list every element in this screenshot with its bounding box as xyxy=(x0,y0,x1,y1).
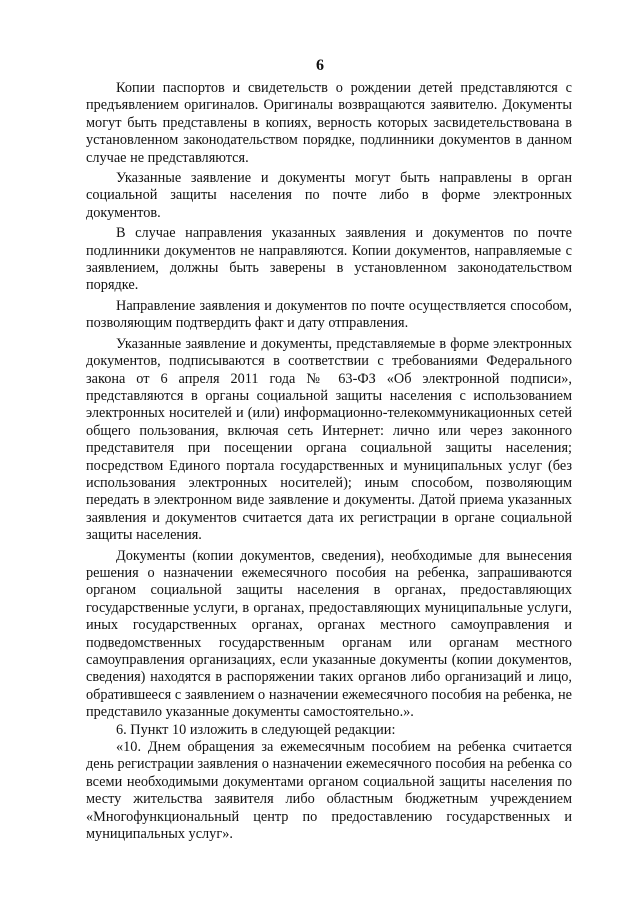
document-body xyxy=(86,80,572,843)
paragraph-mail-method: Направление заявления и документов по почте осуществляется способом, позволяющим подтвердить факт и дату отправления. xyxy=(86,297,572,332)
paragraph-item-6: 6. Пункт 10 изложить в следующей редакции: xyxy=(116,721,396,738)
paragraph-electronic-documents: Указанные заявление и документы, представляемые в форме электронных документов, подписываются в соответствии с требованиями Федерального закона от 6 апреля 2011 года № 63-ФЗ «Об электронной подписи», представляются в органы социальной защиты населения с использованием электронных носителей и (или) информационно-телекоммуникационных сетей общего пользования, включая сеть Интернет: лично или через законного представителя при посещении органа социальной защиты населения; посредством Единого портала государственных и муниципальных услуг (без использования электронных носителей); иным способом, позволяющим передать в электронном виде заявление и документы. Датой приема указанных заявления и документов считается дата их регистрации в органе социальной защиты населения. xyxy=(86,335,572,544)
paragraph-requested-documents: Документы (копии документов, сведения), необходимые для вынесения решения о назначении ежемесячного пособия на ребенка, запрашиваются органом социальной защиты населения в органах, предоставляющих государственные услуги, в органах, предоставляющих муниципальные услуги, иных государственных органах, органах местного самоуправления и подведомственных государственным органам или органам местного самоуправления организациях, если указанные документы (копии документов, сведения) находятся в распоряжении таких органов либо организаций и лицо, обратившееся с заявлением о назначении ежемесячного пособия на ребенка, не представило указанные документы самостоятельно.». xyxy=(86,547,572,721)
paragraph-mail-or-electronic: Указанные заявление и документы могут быть направлены в орган социальной защиты населения по почте либо в форме электронных документов. xyxy=(86,170,572,221)
page-number: 6 xyxy=(316,57,324,74)
paragraph-mail-originals: В случае направления указанных заявления и документов по почте подлинники документов не направляются. Копии документов, направляемые с заявлением, должны быть заверены в установленном законодательством порядке. xyxy=(86,225,572,294)
paragraph-item-10: «10. Днем обращения за ежемесячным пособием на ребенка считается день регистрации заявления о назначении ежемесячного пособия на ребенка со всеми необходимыми документами органом социальной защиты населения по месту жительства заявителя либо областным бюджетным учреждением «Многофункциональный центр по предоставлению государственных и муниципальных услуг». xyxy=(86,739,572,843)
paragraph-passport-copies: Копии паспортов и свидетельств о рождении детей представляются с предъявлением оригиналов. Оригиналы возвращаются заявителю. Документы могут быть представлены в копиях, верность которых засвидетельствована в установленном законодательством порядке, подлинники документов в данном случае не представляются. xyxy=(86,80,572,166)
